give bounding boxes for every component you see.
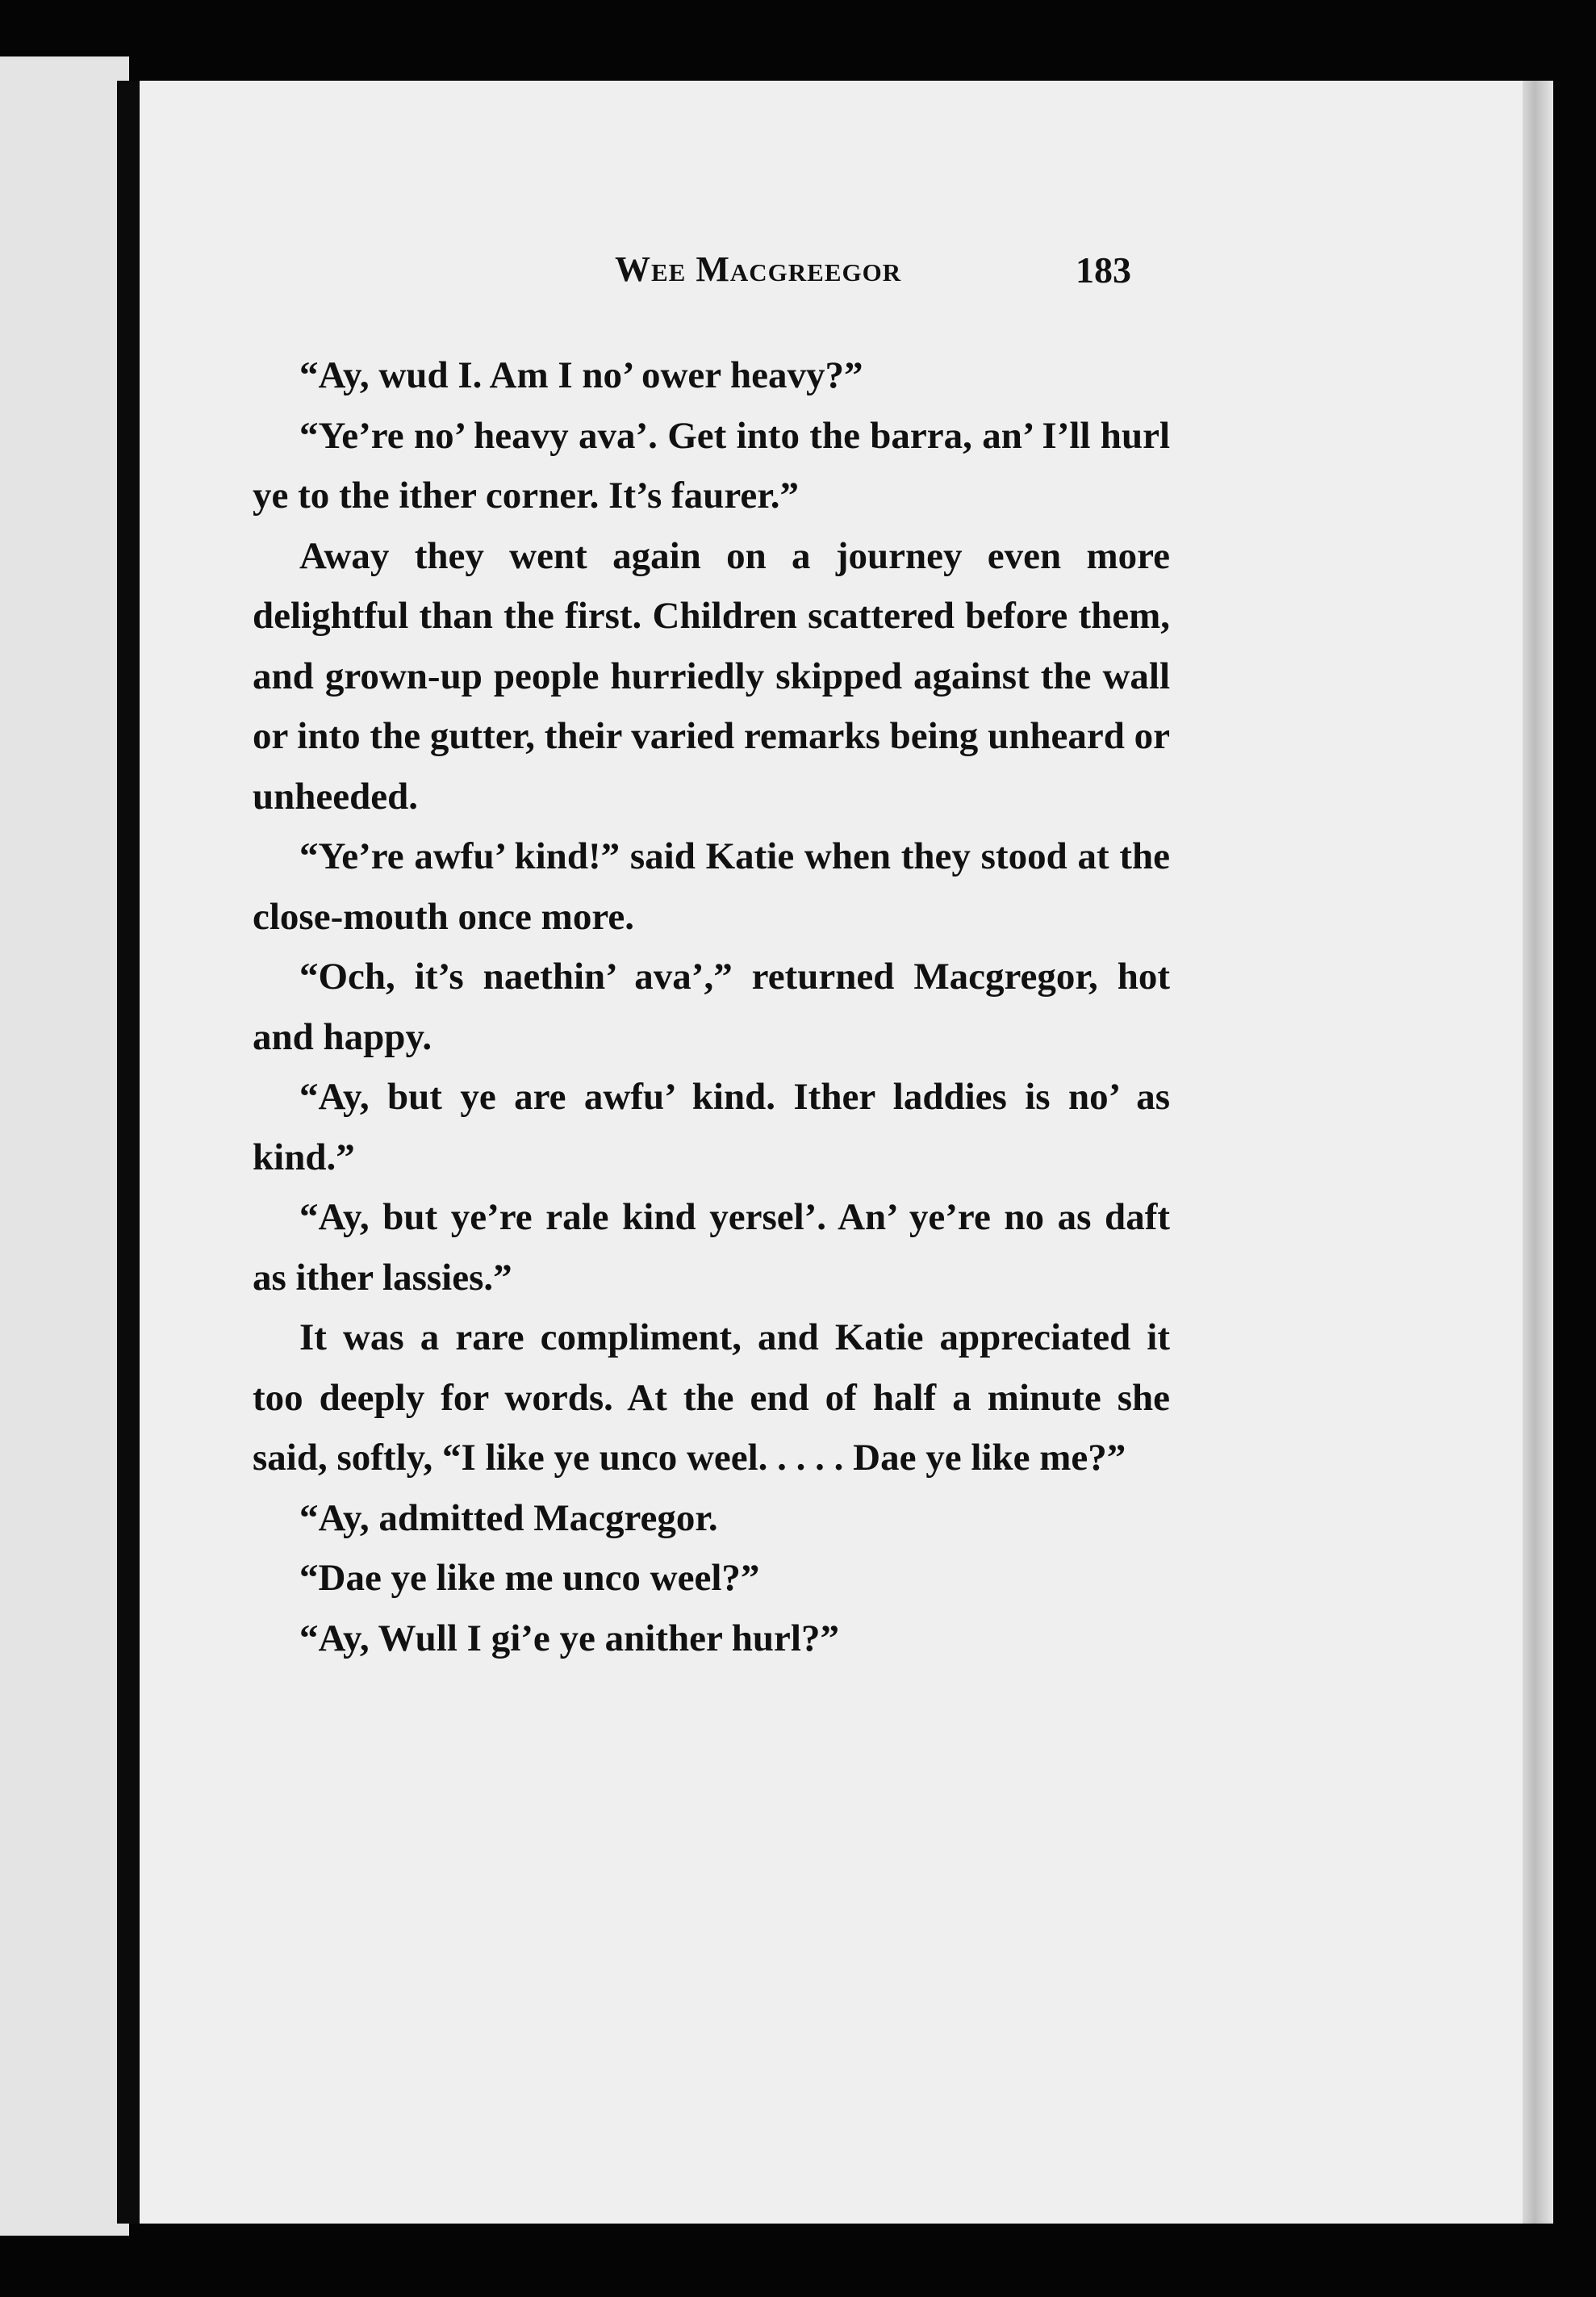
- paragraph: “Ye’re no’ heavy ava’. Get into the barra, an’ I’ll hurl ye to the ither corner. It’s faurer.”: [253, 414, 1170, 517]
- facing-page-edge: [0, 56, 129, 2236]
- paragraph: “Ay, Wull I gi’e ye anither hurl?”: [299, 1617, 839, 1659]
- paragraph: “Ay, wud I. Am I no’ ower heavy?”: [299, 354, 863, 396]
- page-number: 183: [1076, 249, 1131, 291]
- paragraph: “Ay, but ye are awfu’ kind. Ither laddies is no’ as kind.”: [253, 1076, 1170, 1178]
- body-text: [253, 345, 1170, 1668]
- paragraph: “Och, it’s naethin’ ava’,” returned Macgregor, hot and happy.: [253, 956, 1170, 1058]
- paragraph: “Dae ye like me unco weel?”: [299, 1557, 760, 1599]
- paragraph: Away they went again on a journey even more delightful than the first. Children scattered before them, and grown-up people hurriedly skipped against the wall or into the gutter, their varied remarks being unheard or unheeded.: [253, 534, 1170, 818]
- running-head-title: Wee Macgreegor: [615, 249, 902, 289]
- page-fore-edge: [1523, 81, 1553, 2224]
- paragraph: “Ay, but ye’re rale kind yersel’. An’ ye’re no as daft as ither lassies.”: [253, 1196, 1170, 1299]
- paragraph: “Ye’re awfu’ kind!” said Katie when they stood at the close-mouth once more.: [253, 835, 1170, 938]
- paragraph: “Ay, admitted Macgregor.: [299, 1496, 718, 1539]
- paragraph: It was a rare compliment, and Katie appreciated it too deeply for words. At the end of half a minute she said, softly, “I like ye unco weel. . . . . Dae ye like me?”: [253, 1316, 1170, 1479]
